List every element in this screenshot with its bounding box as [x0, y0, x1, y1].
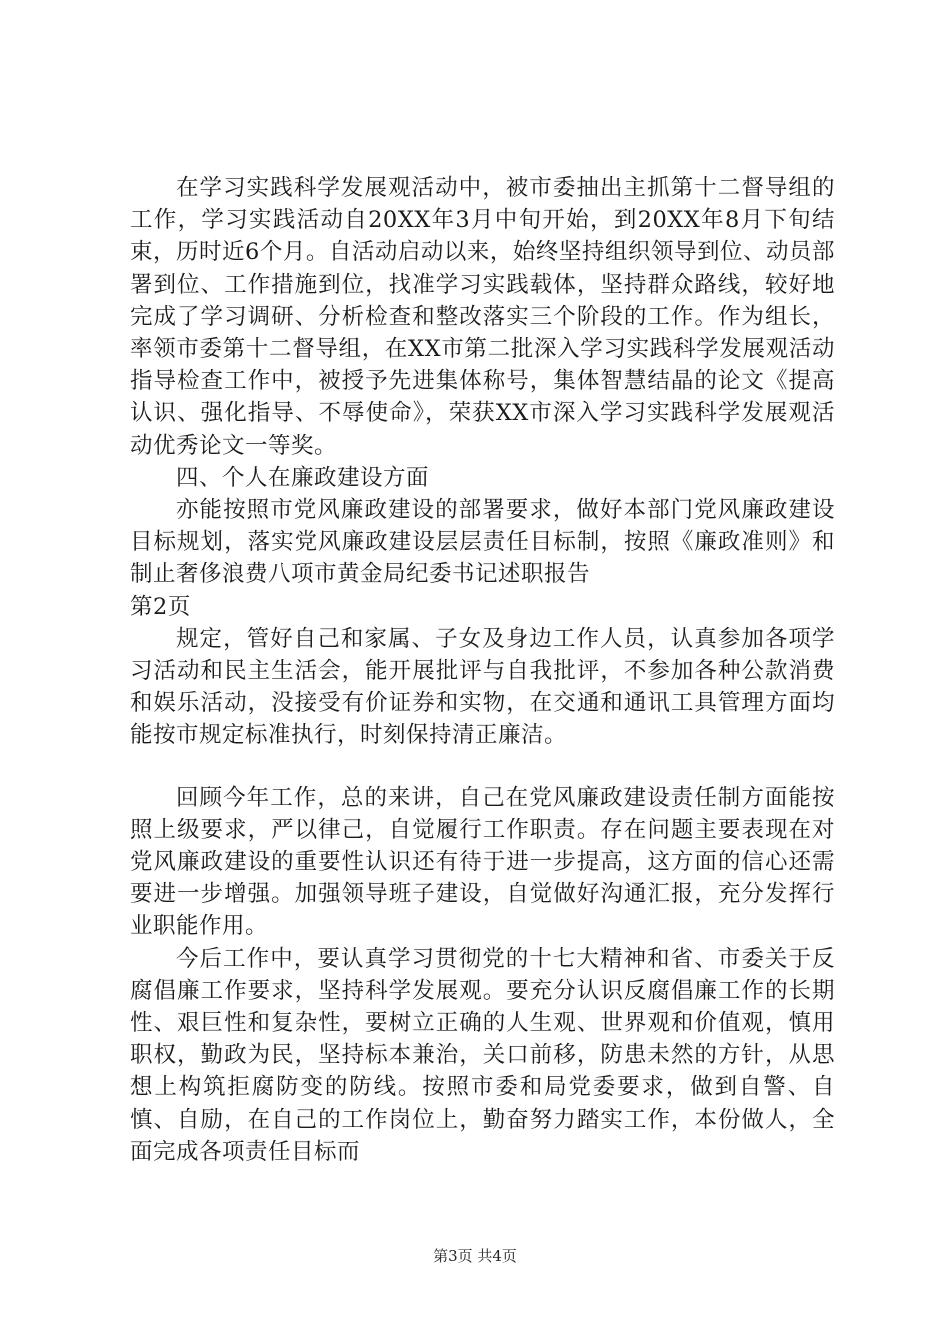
section-heading-integrity: 四、个人在廉政建设方面: [176, 464, 430, 491]
paragraph-future-work: 今后工作中，要认真学习贯彻党的十七大精神和省、市委关于反腐倡廉工作要求，坚持科学发展观。要充分认识反腐倡廉工作的长期性、艰巨性和复杂性，要树立正确的人生观、世界观和价值观，慎用职权，勤政为民，坚持标本兼治，关口前移，防患未然的方针，从思想上构筑拒腐防变的防线。按照市委和局党委要求，做到自警、自慎、自励，在自己的工作岗位上，勤奋努力踏实工作，本份做人，全面完成各项责任目标而: [130, 945, 835, 1165]
paragraph-integrity-intro: 亦能按照市党风廉政建设的部署要求，做好本部门党风廉政建设目标规划，落实党风廉政建设层层责任目标制，按照《廉政准则》和制止奢侈浪费八项市黄金局纪委书记述职报告: [130, 497, 835, 588]
document-body: [130, 172, 835, 1168]
paragraph-review: 回顾今年工作，总的来讲，自己在党风廉政建设责任制方面能按照上级要求，严以律己，自觉履行工作职责。存在问题主要表现在对党风廉政建设的重要性认识还有待于进一步提高，这方面的信心还需要进一步增强。加强领导班子建设，自觉做好沟通汇报，充分发挥行业职能作用。: [130, 784, 835, 940]
page-footer: 第3页 共4页: [433, 1247, 517, 1265]
paragraph-activity-summary: 在学习实践科学发展观活动中，被市委抽出主抓第十二督导组的工作，学习实践活动自20XX年3月中旬开始，到20XX年8月下旬结束，历时近6个月。自活动启动以来，始终坚持组织领导到位、动员部署到位、工作措施到位，找准学习实践载体，坚持群众路线，较好地完成了学习调研、分析检查和整改落实三个阶段的工作。作为组长，率领市委第十二督导组，在XX市第二批深入学习实践科学发展观活动指导检查工作中，被授予先进集体称号，集体智慧结晶的论文《提高认识、强化指导、不辱使命》，荣获XX市深入学习实践科学发展观活动优秀论文一等奖。: [130, 175, 835, 459]
paragraph-integrity-rules: 规定，管好自己和家属、子女及身边工作人员，认真参加各项学习活动和民主生活会，能开展批评与自我批评，不参加各种公款消费和娱乐活动，没接受有价证券和实物，在交通和通讯工具管理方面均能按市规定标准执行，时刻保持清正廉洁。: [130, 625, 835, 749]
page-marker: 第2页: [130, 593, 191, 620]
paragraph-gap: [130, 752, 835, 782]
